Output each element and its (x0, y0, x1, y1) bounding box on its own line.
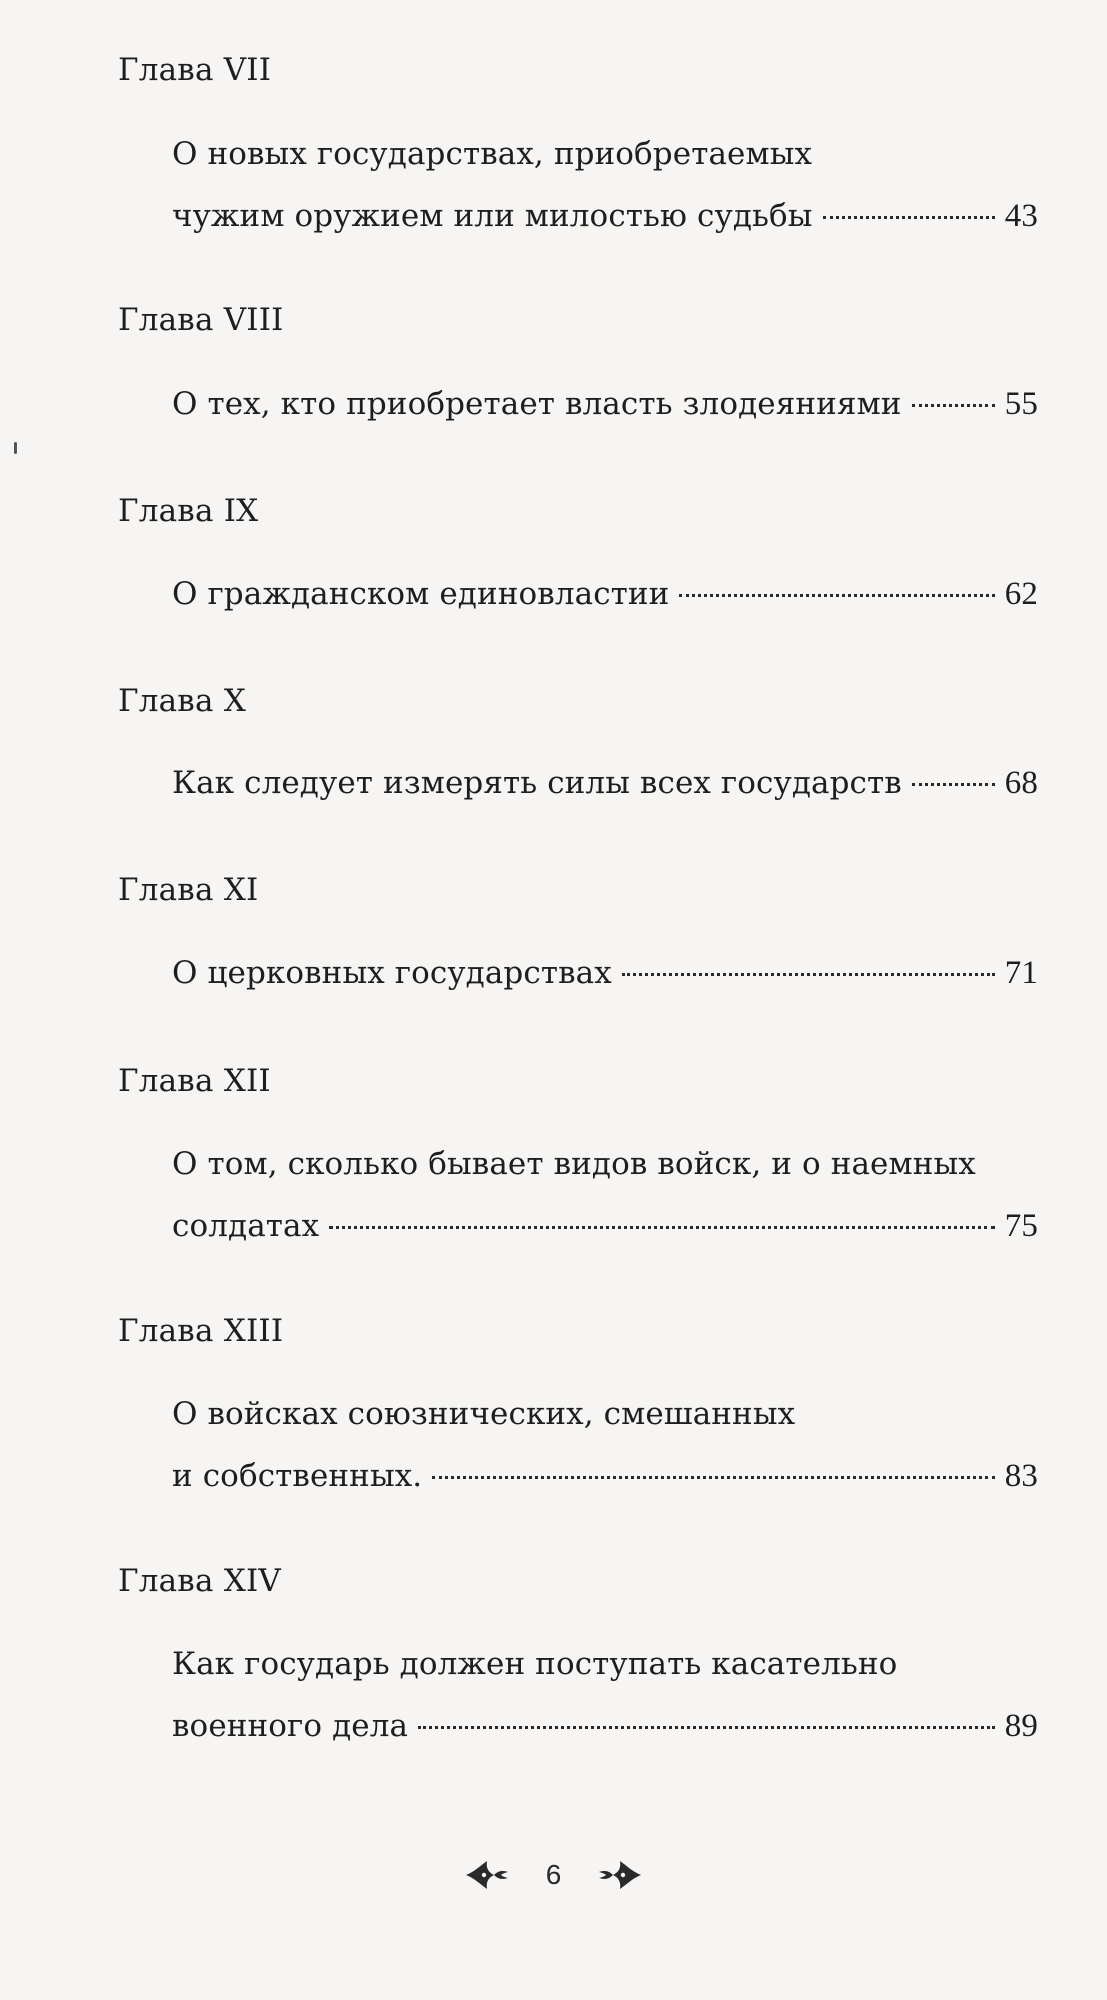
chapter-heading: Глава IX (118, 493, 259, 529)
entry-title-line: О церковных государствах (172, 955, 612, 991)
entry-last-line (172, 386, 1038, 423)
entry-title-line: О гражданском единовластии (172, 576, 670, 612)
entry-title-line: Как следует измерять силы всех государств (172, 765, 902, 801)
entry-last-line (172, 1708, 1038, 1745)
page-number: 83 (1004, 1458, 1038, 1494)
entry-title-line: О том, сколько бывает видов войск, и о наемных (172, 1146, 976, 1182)
page-number: 75 (1004, 1208, 1038, 1244)
entry-title-line: О новых государствах, приобретаемых (172, 136, 813, 172)
entry-title-line: Как государь должен поступать касательно (172, 1646, 898, 1682)
entry-title-line: О тех, кто приобретает власть злодеяниями (172, 386, 902, 422)
entry-last-line (172, 576, 1038, 613)
page-number-footer: 6 (545, 1859, 562, 1890)
page-footer (0, 1858, 1107, 1892)
chapter-heading: Глава XI (118, 872, 259, 908)
chapter-heading: Глава XIII (118, 1313, 284, 1349)
entry-last-line (172, 198, 1038, 235)
dot-leader (679, 594, 994, 597)
entry-title-line: военного дела (172, 1708, 409, 1744)
dot-leader (912, 783, 995, 786)
page-number: 89 (1004, 1708, 1038, 1744)
fleuron-left-icon (464, 1858, 510, 1892)
page-number: 43 (1004, 198, 1038, 234)
entry-last-line (172, 1458, 1038, 1495)
dot-leader (912, 404, 995, 407)
chapter-heading: Глава X (118, 683, 246, 719)
dot-leader (622, 973, 995, 976)
page-number: 55 (1004, 386, 1038, 422)
chapter-heading: Глава XIV (118, 1563, 281, 1599)
dot-leader (823, 216, 995, 219)
dot-leader (432, 1476, 995, 1479)
entry-title-line: и собственных. (172, 1458, 423, 1494)
dot-leader (418, 1726, 995, 1729)
chapter-heading: Глава XII (118, 1063, 271, 1099)
entry-title-line: чужим оружием или милостью судьбы (172, 198, 813, 234)
page-number: 68 (1004, 765, 1038, 801)
dot-leader (329, 1226, 995, 1229)
page-number: 71 (1004, 955, 1038, 991)
entry-last-line (172, 955, 1038, 992)
paper-speck (14, 442, 17, 454)
entry-last-line (172, 765, 1038, 802)
fleuron-right-icon (597, 1858, 643, 1892)
chapter-heading: Глава VIII (118, 302, 284, 338)
chapter-heading: Глава VII (118, 52, 272, 88)
entry-title-line: солдатах (172, 1208, 320, 1244)
entry-title-line: О войсках союзнических, смешанных (172, 1396, 796, 1432)
entry-last-line (172, 1208, 1038, 1245)
page-number: 62 (1004, 576, 1038, 612)
